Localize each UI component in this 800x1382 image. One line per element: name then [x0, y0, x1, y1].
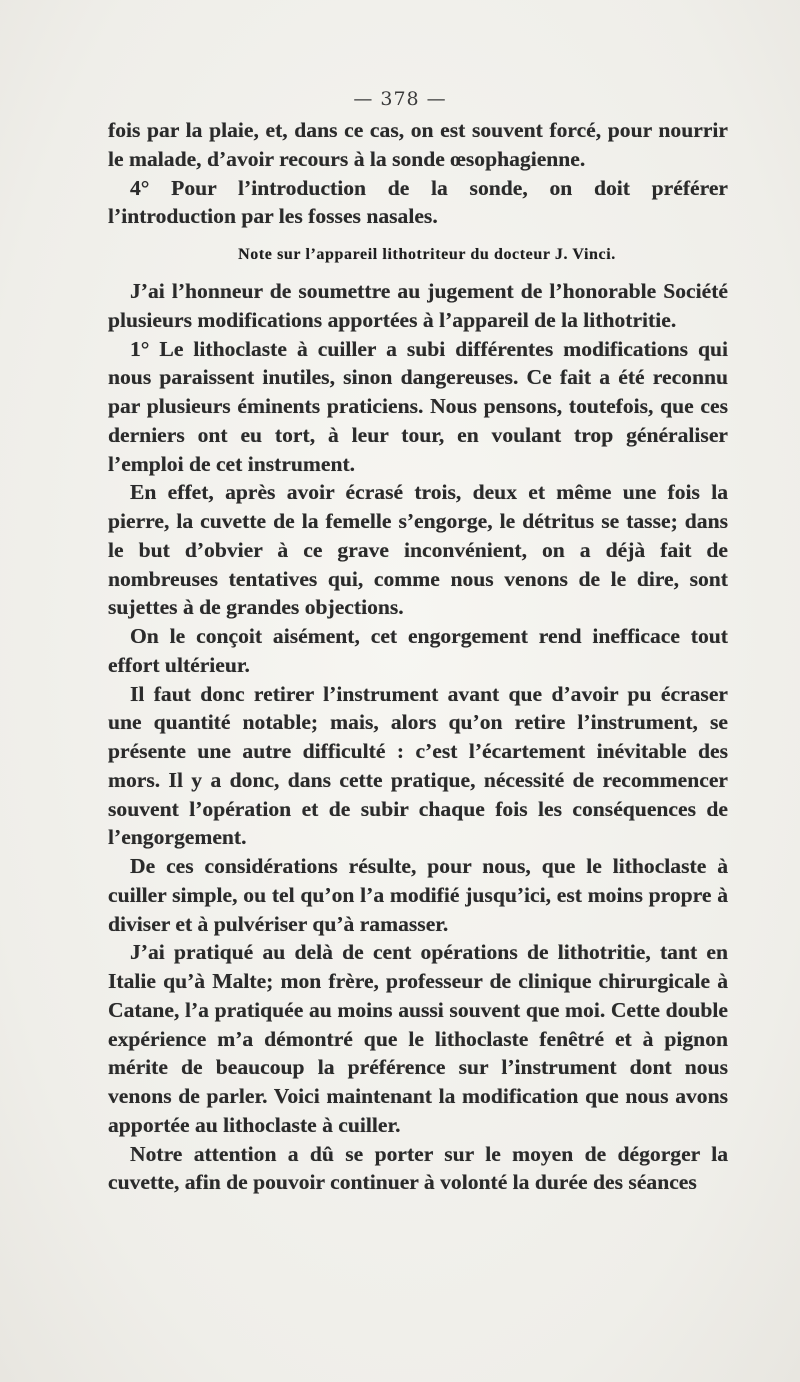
paragraph-retirer: Il faut donc retirer l’instrument avant que d’avoir pu écraser une quantité notable; mais, alors qu’on retire l’instrument, se présente une autre difficulté : c’est l’écartement inévitable des mors. Il y a donc, dans cette pratique, nécessité de recommencer souvent l’opération et de subir chaque fois les conséquences de l’engorgement.: [108, 681, 728, 850]
paragraph-engorgement: On le conçoit aisément, cet engorgement rend inefficace tout effort ultérieur.: [108, 624, 728, 677]
paragraph-intro: J’ai l’honneur de soumettre au jugement de l’honorable Société plusieurs modifications apportées à l’appareil de la lithotritie.: [108, 279, 728, 332]
paragraph-en-effet: En effet, après avoir écrasé trois, deux et même une fois la pierre, la cuvette de la femelle s’engorge, le détritus se tasse; dans le but d’obvier à ce grave inconvénient, on a déjà fait de nombreuses tentatives qui, comme nous venons de le dire, sont sujettes à de grandes objections.: [108, 480, 728, 620]
page-number: — 378 —: [353, 88, 447, 110]
section-heading: Note sur l’appareil lithotriteur du docteur J. Vinci.: [238, 246, 616, 263]
body-text: [108, 116, 728, 1197]
paragraph-attention: Notre attention a dû se porter sur le moyen de dégorger la cuvette, afin de pouvoir continuer à volonté la durée des séances: [108, 1141, 728, 1195]
paragraph-considerations: De ces considérations résulte, pour nous, que le lithoclaste à cuiller simple, ou tel qu’on l’a modifié jusqu’ici, est moins propre à diviser et à pulvériser qu’à ramasser.: [108, 854, 728, 936]
paragraph-point-1: 1° Le lithoclaste à cuiller a subi différentes modifications qui nous paraissent inutiles, sinon dangereuses. Ce fait a été reconnu par plusieurs éminents praticiens. Nous pensons, toutefois, que ces derniers ont eu tort, à leur tour, en voulant trop généraliser l’emploi de cet instrument.: [108, 336, 728, 476]
paragraph-experience: J’ai pratiqué au delà de cent opérations de lithotritie, tant en Italie qu’à Malte; mon frère, professeur de clinique chirurgicale à Catane, l’a pratiquée au moins aussi souvent que moi. Cette double expérience m’a démontré que le lithoclaste fenêtré et à pignon mérite de beaucoup la préférence sur l’instrument dont nous venons de parler. Voici maintenant la modification que nous avons apportée au lithoclaste à cuiller.: [108, 940, 728, 1137]
paragraph-point-4: 4° Pour l’introduction de la sonde, on doit préférer l’introduction par les fosses nasales.: [108, 175, 728, 229]
paragraph-continuation: fois par la plaie, et, dans ce cas, on est souvent forcé, pour nourrir le malade, d’avoir recours à la sonde œsophagienne.: [108, 118, 728, 171]
